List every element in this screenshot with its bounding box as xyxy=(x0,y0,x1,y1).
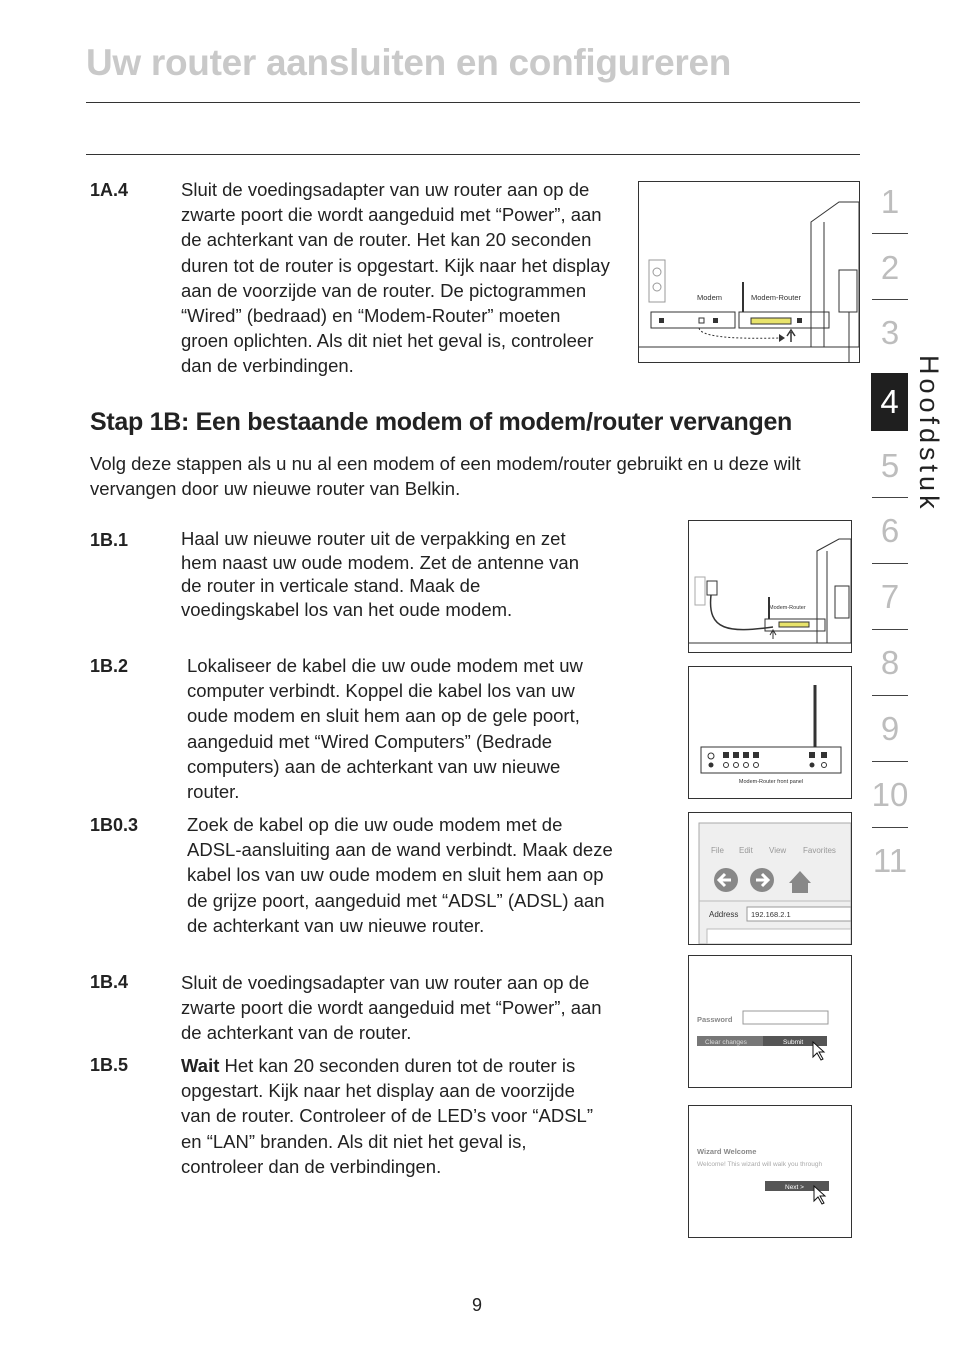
modem-router-label: Modem-Router xyxy=(751,293,802,302)
step-text-1b3: Zoek de kabel op die uw oude modem met de ADSL-aansluiting aan de wand verbindt. Maak deze kabel los van uw oude modem en sluit hem aan op de grijze poort, aangeduid met “ADSL” (ADSL) aan de achterkant van uw nieuwe router. xyxy=(187,814,613,936)
chapter-7[interactable]: 7 xyxy=(880,578,900,615)
menu-edit: Edit xyxy=(739,846,753,855)
chapter-divider xyxy=(872,629,908,630)
chapter-divider xyxy=(872,497,908,498)
menu-view: View xyxy=(769,846,787,855)
chapter-divider xyxy=(872,233,908,234)
address-label: Address xyxy=(709,910,739,919)
section-rule xyxy=(86,154,860,155)
chapter-11[interactable]: 11 xyxy=(872,842,908,879)
chapter-divider xyxy=(872,827,908,828)
router-modem-figure xyxy=(638,181,860,363)
front-panel-caption: Modem-Router front panel xyxy=(738,779,804,785)
clear-changes-button: Clear changes xyxy=(705,1039,747,1046)
browser-address-figure xyxy=(688,812,852,945)
submit-button: Submit xyxy=(783,1039,804,1046)
step-text-1b4: Sluit de voedingsadapter van uw router aan op de zwarte poort die wordt aangeduid met “Power”, aan de achterkant van de router. xyxy=(181,972,602,1044)
step-id-1b3: 1B0.3 xyxy=(90,815,139,835)
chapter-2[interactable]: 2 xyxy=(880,249,900,286)
step-id-1a4: 1A.4 xyxy=(90,180,129,200)
chapter-8[interactable]: 8 xyxy=(880,644,900,681)
header-rule xyxy=(86,102,860,103)
step-id-1b5: 1B.5 xyxy=(90,1055,129,1075)
chapter-5[interactable]: 5 xyxy=(880,447,900,484)
wizard-title: Wizard Welcome xyxy=(697,1147,757,1156)
wizard-subtitle: Welcome! This wizard will walk you through xyxy=(697,1161,823,1168)
chapter-divider xyxy=(872,695,908,696)
chapter-divider xyxy=(872,299,908,300)
page-title: Uw router aansluiten en configureren xyxy=(86,42,732,83)
modem-label: Modem xyxy=(697,293,723,302)
password-label: Password xyxy=(697,1015,733,1024)
front-panel-figure xyxy=(688,666,852,799)
step-text-1b5-body: Het kan 20 seconden duren tot de router is opgestart. Kijk naar het display aan de voorzijde van de router. Controleer of de LED’s voor “ADSL” en “LAN” branden. Als dit niet het geval is, controleer dan de verbindingen. xyxy=(181,1055,594,1177)
chapter-6[interactable]: 6 xyxy=(880,512,900,549)
step-text-1b2: Lokaliseer de kabel die uw oude modem met uw computer verbindt. Koppel die kabel los van uw oude modem en sluit hem aan op de gele poort, aangeduid met “Wired Computers” (Bedrade computers) aan de achterkant van uw nieuwe router. xyxy=(187,655,583,803)
chapter-label: Hoofdstuk xyxy=(914,355,944,513)
step-id-1b4: 1B.4 xyxy=(90,972,129,992)
fig2-router-label: Modem-Router xyxy=(769,605,806,611)
step-text-1b5 xyxy=(181,1053,601,1179)
address-value: 192.168.2.1 xyxy=(751,910,791,919)
chapter-4-active[interactable]: 4 xyxy=(871,373,908,431)
page-number: 9 xyxy=(471,1295,482,1315)
chapter-divider xyxy=(872,563,908,564)
chapter-divider xyxy=(872,761,908,762)
chapter-1[interactable]: 1 xyxy=(880,183,900,220)
wizard-figure xyxy=(688,1105,852,1238)
chapter-3[interactable]: 3 xyxy=(880,314,900,351)
step-id-1b1: 1B.1 xyxy=(90,530,129,550)
password-figure xyxy=(688,955,852,1088)
section-intro: Volg deze stappen als u nu al een modem of een modem/router gebruikt en u deze wilt vervangen door uw nieuwe router van Belkin. xyxy=(90,453,801,500)
section-heading: Stap 1B: Een bestaande modem of modem/router vervangen xyxy=(90,408,793,436)
chapter-9[interactable]: 9 xyxy=(880,710,900,747)
menu-favorites: Favorites xyxy=(803,846,836,855)
step-text-1b1: Haal uw nieuwe router uit de verpakking en zet hem naast uw oude modem. Zet de antenne van de router in verticale stand. Maak de voedingskabel los van het oude modem. xyxy=(181,528,580,620)
new-router-figure xyxy=(688,520,852,653)
menu-file: File xyxy=(711,846,724,855)
step-id-1b2: 1B.2 xyxy=(90,656,129,676)
chapter-10[interactable]: 10 xyxy=(871,776,909,813)
step-bold-wait: Wait xyxy=(181,1055,220,1076)
next-button: Next > xyxy=(785,1184,804,1191)
step-text-1a4: Sluit de voedingsadapter van uw router aan op de zwarte poort die wordt aangeduid met “Power”, aan de achterkant van de router. Het kan 20 seconden duren tot de router is opgestart. Kijk naar het display aan de voorzijde van de router. De pictogrammen “Wired” (bedraad) en “Modem-Router” moeten groen oplichten. Als dit niet het geval is, controleer dan de verbindingen. xyxy=(181,179,610,377)
